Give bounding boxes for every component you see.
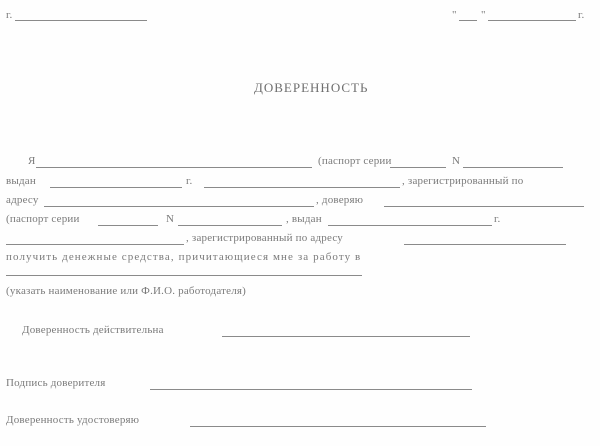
registered-label: , зарегистрированный по	[402, 175, 524, 187]
issued-by-line	[50, 187, 182, 188]
number-mark-2: N	[166, 213, 175, 225]
issued-by-line-2	[328, 225, 492, 226]
passport-series-label-2: (паспорт серии	[6, 213, 80, 225]
validity-label: Доверенность действительна	[22, 324, 164, 336]
validity-line	[222, 336, 470, 337]
registered-label-2: , зарегистрированный по адресу	[186, 232, 343, 244]
date-quote-open: "	[452, 9, 457, 21]
day-line	[459, 20, 477, 21]
employer-hint: (указать наименование или Ф.И.О. работодателя)	[6, 285, 247, 297]
city-line	[15, 20, 147, 21]
passport-series-label: (паспорт серии	[318, 155, 392, 167]
year-mark: г.	[578, 9, 585, 21]
passport-number-line-2	[178, 225, 282, 226]
date-quote-close: "	[481, 9, 486, 21]
issued-date-line-2	[6, 244, 184, 245]
address-line-2	[404, 244, 566, 245]
address-line	[44, 206, 314, 207]
signature-line	[150, 389, 472, 390]
month-year-line	[488, 20, 576, 21]
attorney-name-line	[384, 206, 584, 207]
principal-name-line	[36, 167, 312, 168]
address-label: адресу	[6, 194, 39, 206]
passport-number-line	[463, 167, 563, 168]
issued-label: выдан	[6, 175, 36, 187]
passport-series-line	[390, 167, 446, 168]
certified-label: Доверенность удостоверяю	[6, 414, 140, 426]
signature-label: Подпись доверителя	[6, 377, 106, 389]
issued-year-mark-2: г.	[494, 213, 501, 225]
entrust-label: , доверяю	[316, 194, 364, 206]
page-title: ДОВЕРЕННОСТЬ	[254, 80, 369, 95]
receive-money-text: получить денежные средства, причитающиеся мне за работу в	[6, 251, 362, 263]
issued-label-2: , выдан	[286, 213, 322, 225]
employer-line	[6, 275, 362, 276]
issued-year-mark: г.	[186, 175, 193, 187]
issued-date-line	[204, 187, 400, 188]
city-mark: г.	[6, 9, 13, 21]
ya-label: Я	[28, 155, 36, 167]
certified-line	[190, 426, 486, 427]
number-mark: N	[452, 155, 461, 167]
passport-series-line-2	[98, 225, 158, 226]
